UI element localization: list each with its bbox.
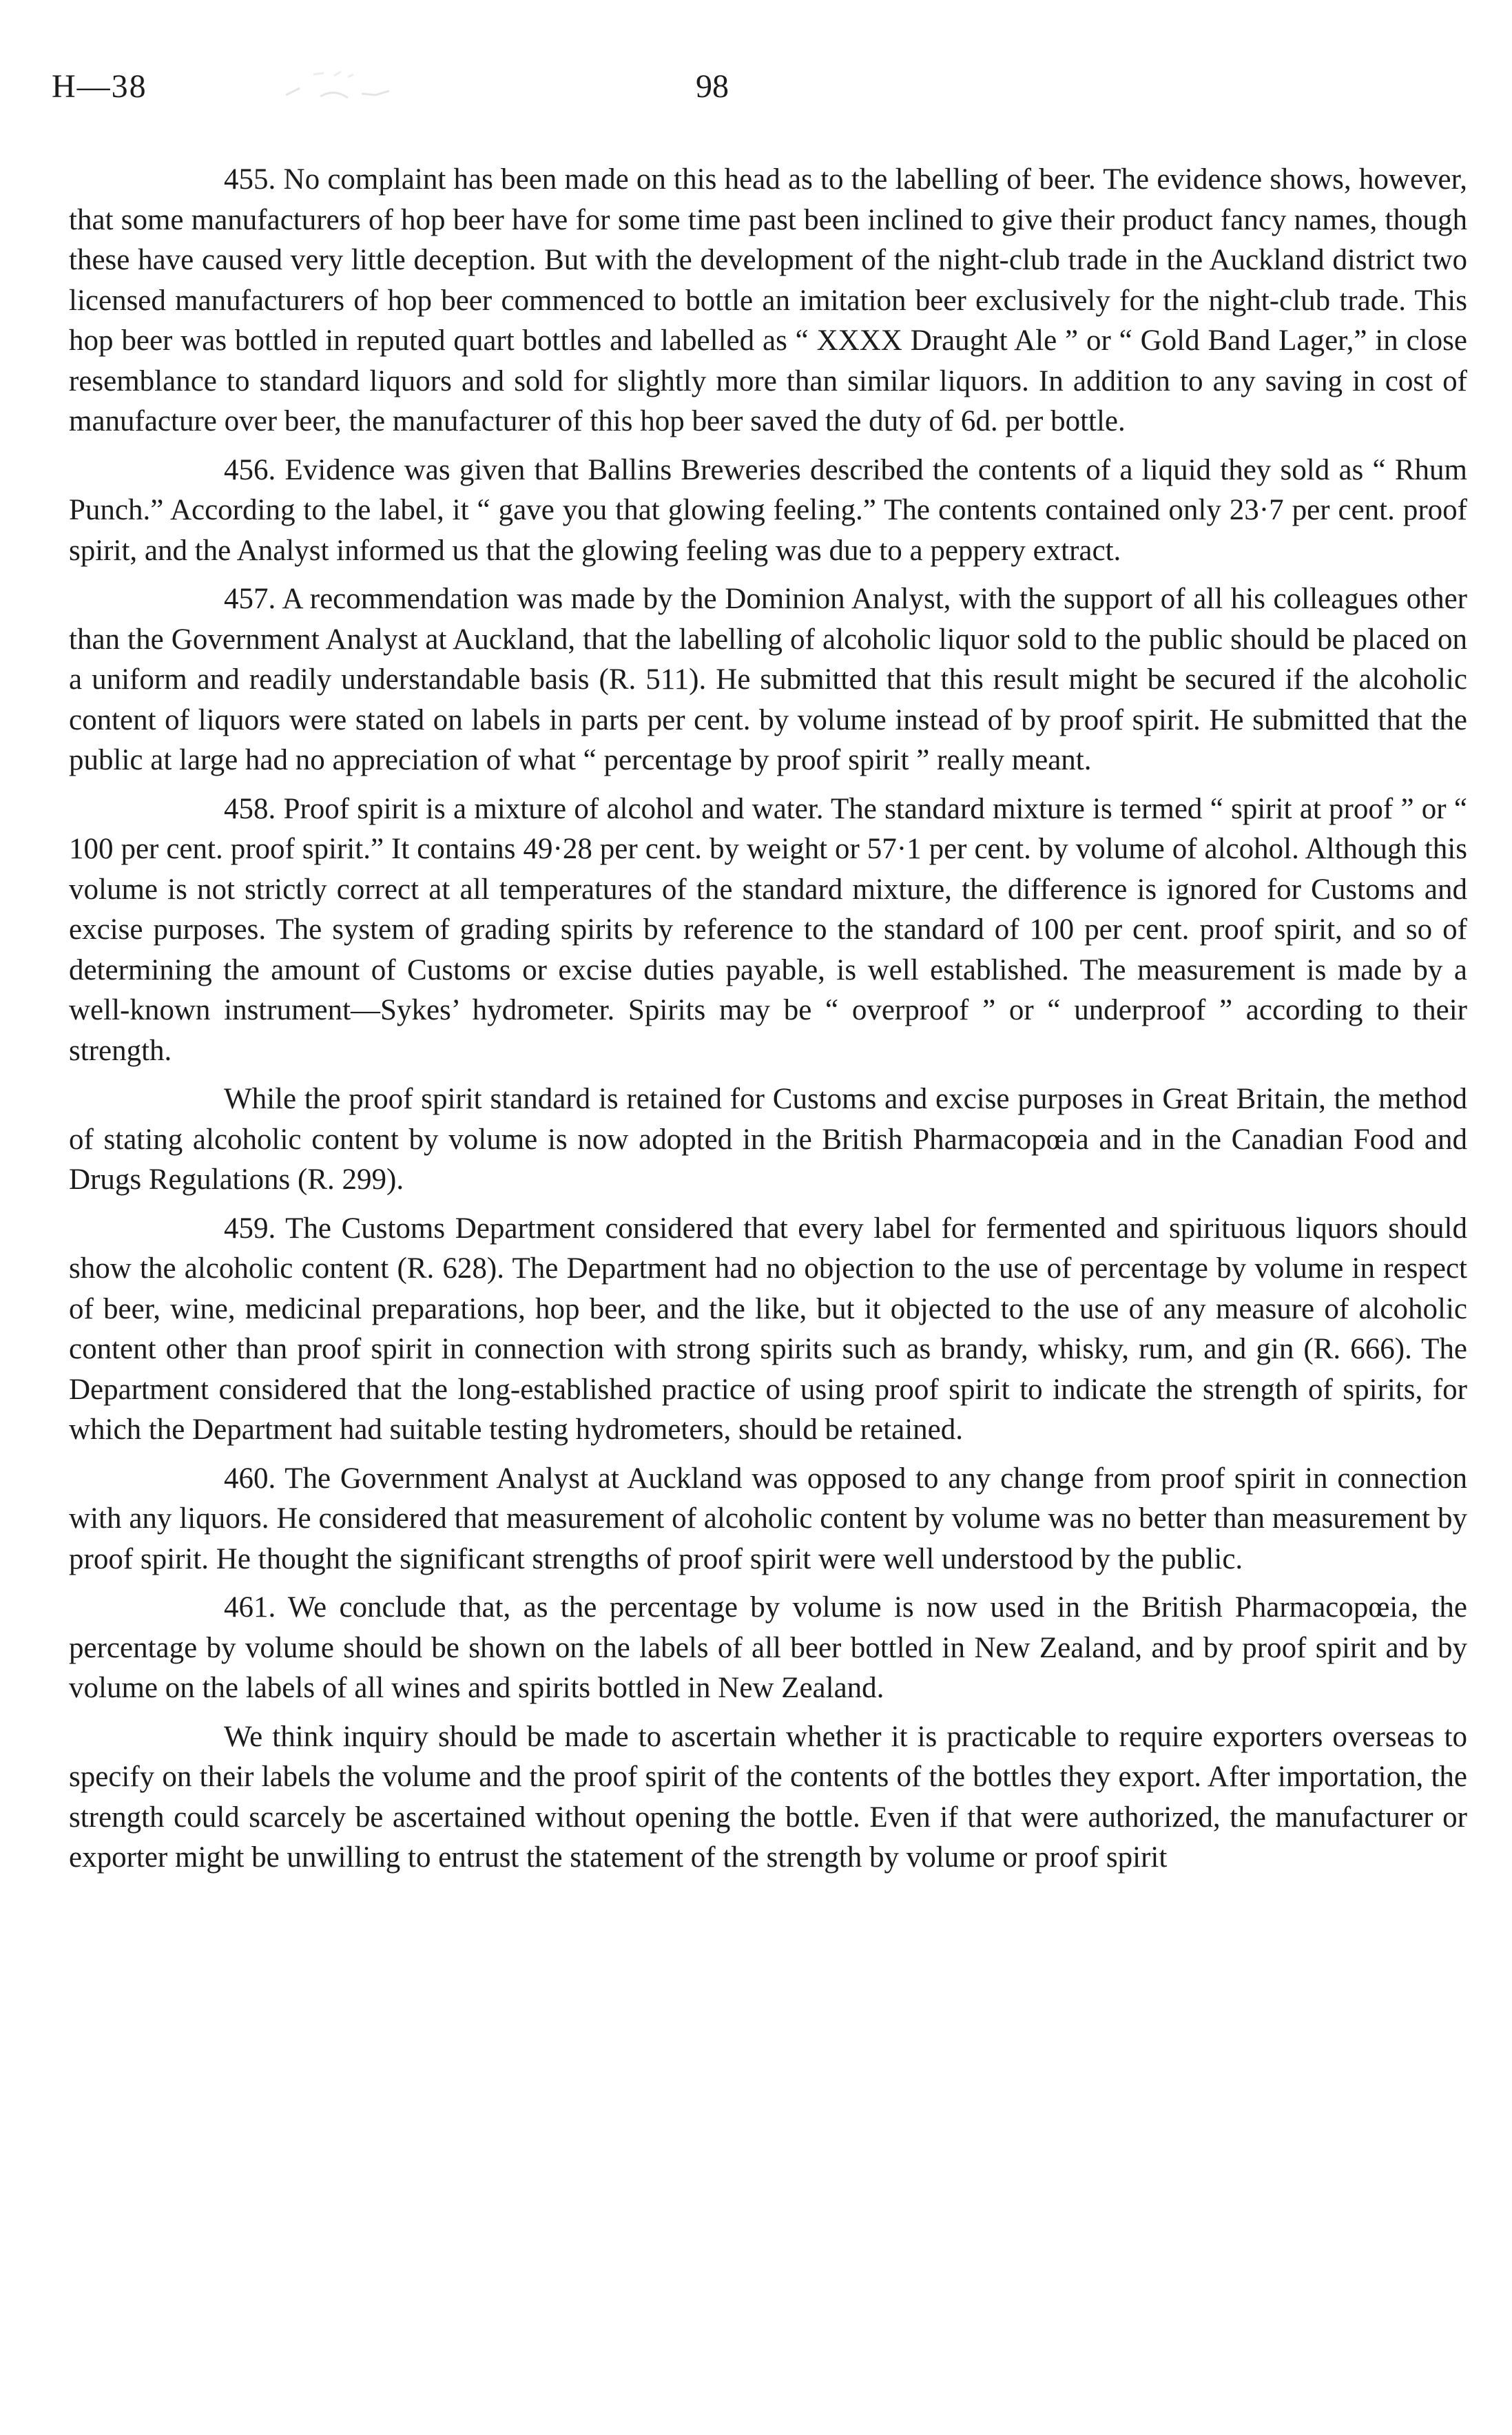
running-header [52,68,1471,123]
body-text [69,160,1467,1887]
paragraph-457: 457. A recommendation was made by the Dominion Analyst, with the support of all his colleagues other than the Government Analyst at Auckland, that the labelling of alcoholic liquor sold to the public should be placed on a uniform and readily understandable basis (R. 511). He submitted that this result might be secured if the alcoholic content of liquors were stated on labels in parts per cent. by volume instead of by proof spirit. He submitted that the public at large had no appreciation of what “ percentage by proof spirit ” really meant. [69,583,1467,776]
paragraph-456: 456. Evidence was given that Ballins Breweries described the contents of a liquid they sold as “ Rhum Punch.” According to the label, it “ gave you that glowing feeling.” The contents contained only 23·7 per cent. proof spirit, and the Analyst informed us that the glowing feeling was due to a peppery extract. [69,453,1467,567]
paragraph-458-continued: While the proof spirit standard is retained for Customs and excise purposes in Great Britain, the method of stating alcoholic content by volume is now adopted in the British Pharmacopœia and in the Canadian Food and Drugs Regulations (R. 299). [69,1083,1467,1196]
page-number: 98 [696,68,729,105]
faded-stamp-mark [272,68,424,109]
paragraph-461: 461. We conclude that, as the percentage by volume is now used in the British Pharmacopœia, the percentage by volume should be shown on the labels of all beer bottled in New Zealand, and by proof spirit and by volume on the labels of all wines and spirits bottled in New Zealand. [69,1591,1467,1704]
paragraph-460: 460. The Government Analyst at Auckland was opposed to any change from proof spirit in connection with any liquors. He considered that measurement of alcoholic content by volume was no better than measurement by proof spirit. He thought the significant strengths of proof spirit were well understood by the public. [69,1462,1467,1575]
paragraph-461-continued: We think inquiry should be made to ascertain whether it is practicable to require exporters overseas to specify on their labels the volume and the proof spirit of the contents of the bottles they export. After importation, the strength could scarcely be ascertained without opening the bottle. Even if that were authorized, the manufacturer or exporter might be unwilling to entrust the statement of the strength by volume or proof spirit [69,1720,1467,1874]
paragraph-459: 459. The Customs Department considered that every label for fermented and spirituous liquors should show the alcoholic content (R. 628). The Department had no objection to the use of percentage by volume in respect of beer, wine, medicinal preparations, hop beer, and the like, but it objected to the use of any measure of alcoholic content other than proof spirit in connection with strong spirits such as brandy, whisky, rum, and gin (R. 666). The Department considered that the long-established practice of using proof spirit to indicate the strength of spirits, for which the Department had suitable testing hydrometers, should be retained. [69,1212,1467,1446]
paragraph-458: 458. Proof spirit is a mixture of alcohol and water. The standard mixture is termed “ spirit at proof ” or “ 100 per cent. proof spirit.” It contains 49·28 per cent. by weight or 57·1 per cent. by volume of alcohol. Although this volume is not strictly correct at all temperatures of the standard mixture, the difference is ignored for Customs and excise purposes. The system of grading spirits by reference to the standard of 100 per cent. proof spirit, and so of determining the amount of Customs or excise duties payable, is well established. The measurement is made by a well-known instrument—Sykes’ hydrometer. Spirits may be “ overproof ” or “ underproof ” according to their strength. [69,792,1467,1067]
paragraph-455: 455. No complaint has been made on this head as to the labelling of beer. The evidence shows, however, that some manufacturers of hop beer have for some time past been inclined to give their product fancy names, though these have caused very little deception. But with the development of the night-club trade in the Auckland district two licensed manufacturers of hop beer commenced to bottle an imitation beer exclusively for the night-club trade. This hop beer was bottled in reputed quart bottles and labelled as “ XXXX Draught Ale ” or “ Gold Band Lager,” in close resemblance to standard liquors and sold for slightly more than similar liquors. In addition to any saving in cost of manufacture over beer, the manufacturer of this hop beer saved the duty of 6d. per bottle. [69,163,1467,437]
document-code: H—38 [52,68,147,105]
